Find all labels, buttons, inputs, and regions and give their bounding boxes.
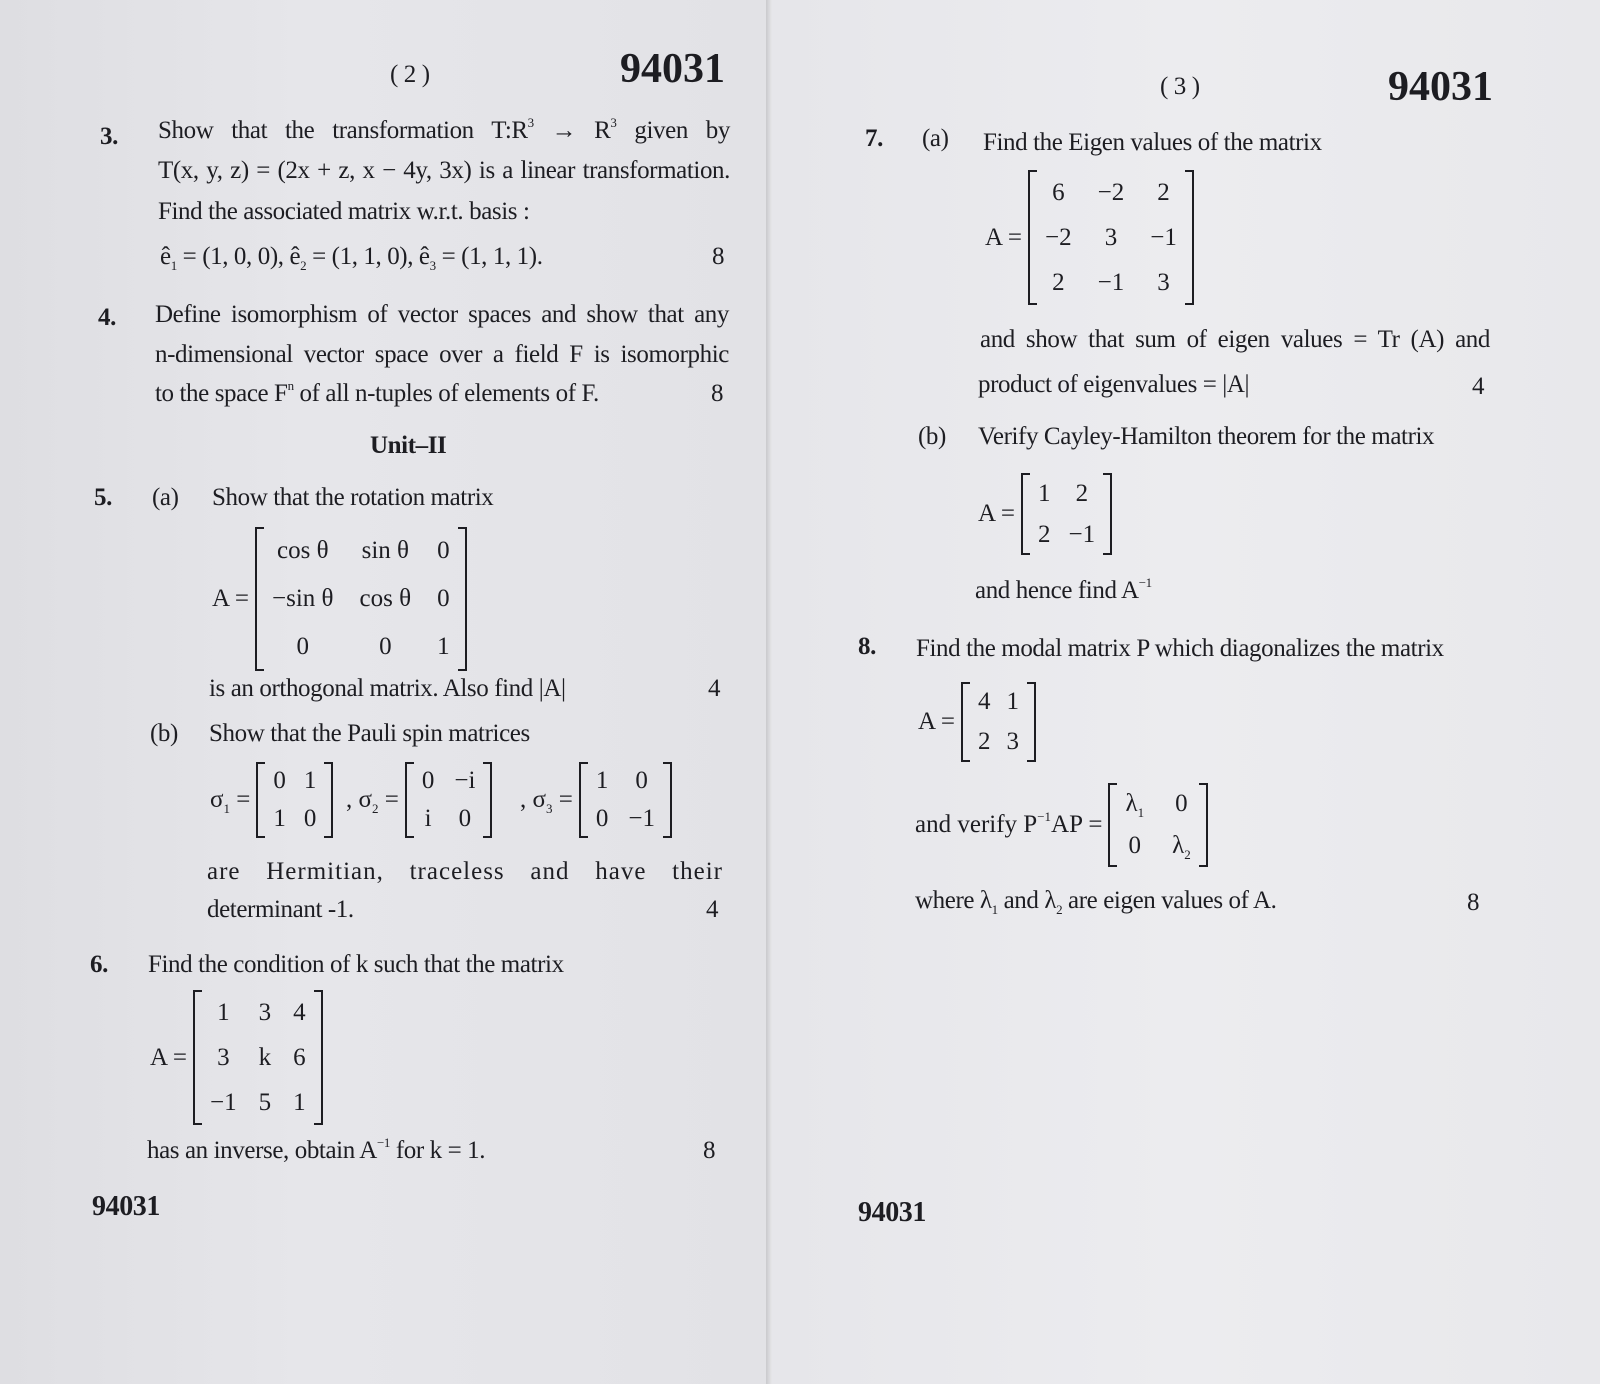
question-text-line (155, 300, 729, 330)
superscript: −1 (376, 1135, 390, 1150)
text-segment: 0 (595, 805, 609, 832)
matrix-cell (437, 633, 450, 661)
text-segment: 6 (293, 1043, 306, 1071)
right-bracket (458, 527, 467, 671)
text-segment: 0 (379, 633, 392, 660)
question-text: Verify Cayley-Hamilton theorem for the matrix (978, 423, 1435, 450)
matrix-cell (596, 805, 609, 833)
text-segment: 2 (1157, 178, 1170, 206)
text-segment: 0 (1128, 832, 1141, 859)
question-text-line (158, 156, 730, 186)
matrix-cell (1098, 269, 1125, 297)
right-bracket (1027, 682, 1036, 762)
pauli-matrix-2 (346, 762, 492, 838)
matrix-label (210, 786, 250, 814)
text-segment: Define isomorphism of vector spaces and show that any (155, 301, 729, 328)
question-text (975, 576, 1152, 606)
unit-heading: Unit–II (370, 432, 447, 459)
text-segment: are eigen values of A. (1062, 887, 1277, 914)
text-segment: = (229, 786, 251, 813)
text-segment: −1 (1068, 520, 1096, 548)
matrix-cell (304, 767, 317, 795)
question-number: 6. (90, 951, 108, 978)
text-segment: −i (454, 767, 476, 794)
text-segment: cos θ (359, 585, 412, 612)
text-segment: i (424, 805, 432, 832)
superscript: 3 (610, 115, 617, 130)
question-text: is an orthogonal matrix. Also find |A| (209, 675, 566, 702)
marks: 8 (712, 243, 725, 270)
matrix-cell (297, 633, 310, 661)
subscript: 1 (170, 258, 177, 273)
matrix-body (1037, 170, 1185, 305)
text-segment: 2 (1038, 520, 1051, 548)
text-segment: 1 (595, 767, 609, 794)
matrix-body (588, 762, 663, 838)
text-segment: 1 (437, 633, 450, 660)
subscript: 2 (1184, 847, 1191, 862)
rotation-matrix (212, 527, 467, 671)
marks: 4 (1472, 373, 1485, 400)
superscript: −1 (1138, 575, 1152, 590)
matrix-cell (978, 728, 991, 756)
text-segment: A = (978, 500, 1016, 527)
text-segment: 4 (293, 998, 306, 1026)
part-label: (b) (150, 720, 178, 747)
text-segment: AP = (1051, 811, 1103, 838)
matrix-body (1117, 783, 1198, 867)
text-segment: 3 (217, 1043, 230, 1071)
subscript: 1 (223, 801, 230, 816)
marks: 4 (708, 675, 721, 702)
text-segment: 5 (258, 1088, 272, 1116)
matrix-cell (422, 767, 435, 795)
question-text-line: are Hermitian, traceless and have their (207, 858, 723, 885)
text-segment: −2 (1097, 178, 1125, 206)
matrix-cell (628, 805, 655, 833)
matrix-cell (217, 1044, 230, 1072)
text-segment: A = (212, 585, 250, 612)
matrix-cell (293, 1089, 306, 1117)
matrix-cell (1007, 688, 1020, 716)
text-segment: sin θ (361, 537, 410, 564)
text-segment: 3 (1006, 728, 1020, 755)
question-text-line (158, 197, 530, 227)
matrix-cell (437, 537, 450, 565)
footer-paper-code: 94031 (92, 1191, 161, 1222)
left-bracket (193, 990, 202, 1125)
left-bracket (1108, 783, 1117, 867)
text-segment: 2 (1075, 479, 1089, 507)
text-segment: = (552, 786, 573, 813)
diagonal-matrix (915, 783, 1208, 867)
left-bracket (405, 762, 414, 838)
right-bracket (1103, 473, 1112, 555)
question-text (147, 1136, 485, 1166)
left-bracket (255, 527, 264, 671)
paper-code: 94031 (1388, 64, 1493, 110)
matrix-cell (1052, 179, 1065, 207)
text-segment: 3 (1157, 268, 1170, 296)
subscript: 1 (991, 902, 998, 917)
text-segment: A = (918, 708, 956, 735)
text-segment: −1 (1150, 223, 1177, 251)
text-segment: 2 (1052, 268, 1065, 296)
matrix-cell (596, 767, 609, 795)
matrix-cell (635, 767, 648, 795)
text-segment: A = (985, 223, 1023, 251)
left-bracket (1021, 473, 1030, 555)
matrix-cell (259, 1044, 272, 1072)
text-segment: Show that the transformation T:R (158, 117, 528, 144)
matrix-cell (1172, 832, 1191, 860)
text-segment: and hence find A (975, 577, 1139, 604)
text-segment: to the space F (155, 380, 288, 407)
matrix-cell (293, 1044, 306, 1072)
superscript: −1 (1037, 809, 1052, 824)
matrix-label (918, 708, 955, 736)
left-bracket (256, 762, 265, 838)
matrix-body (1030, 473, 1103, 555)
matrix-cell (1052, 269, 1065, 297)
matrix-body (202, 990, 314, 1125)
subscript: 1 (1137, 805, 1145, 820)
matrix-body (414, 762, 484, 838)
text-segment: 1 (293, 1088, 306, 1116)
question-text: Find the modal matrix P which diagonalizes the matrix (916, 635, 1444, 662)
matrix-cell (304, 805, 317, 833)
marks: 4 (706, 896, 719, 923)
superscript: 3 (527, 115, 534, 130)
matrix-cell (1007, 728, 1020, 756)
marks: 8 (711, 380, 724, 407)
text-segment: A = (150, 1043, 188, 1071)
left-bracket (961, 682, 970, 762)
matrix-cell (360, 585, 412, 613)
text-segment: and verify P (915, 811, 1038, 838)
text-segment: −1 (628, 805, 655, 832)
question-number: 3. (100, 123, 118, 150)
text-segment: = (1, 1, 1). (435, 243, 543, 270)
matrix-cell (1157, 179, 1170, 207)
matrix-label (346, 786, 399, 814)
matrix-cell (362, 537, 409, 565)
question-text (915, 886, 1277, 916)
text-segment: 0 (437, 585, 450, 612)
right-page (772, 0, 1600, 1384)
question-text-line (155, 379, 599, 409)
matrix-label (520, 786, 573, 814)
matrix-cell (1157, 269, 1170, 297)
text-segment: −1 (1097, 268, 1125, 296)
matrix-body (970, 682, 1027, 762)
text-segment: λ (1125, 790, 1138, 817)
text-segment: 0 (296, 633, 310, 660)
text-segment: Find the associated matrix w.r.t. basis : (158, 198, 530, 225)
paper-code: 94031 (620, 46, 725, 92)
text-segment: −2 (1045, 223, 1072, 251)
text-segment: where λ (915, 887, 992, 914)
part-label: (a) (152, 484, 179, 511)
text-segment: 2 (978, 728, 991, 755)
matrix-cell (1105, 224, 1118, 252)
text-segment: for k = 1. (389, 1137, 486, 1164)
matrix-cell (273, 767, 286, 795)
matrix-cell (1038, 480, 1051, 508)
basis-vectors (160, 242, 543, 272)
matrix-cell (259, 999, 272, 1027)
matrix-cell (1129, 832, 1142, 860)
matrix-cell (379, 633, 392, 661)
right-bracket (314, 990, 323, 1125)
text-segment: has an inverse, obtain A (147, 1137, 377, 1164)
matrix-cell (277, 537, 329, 565)
text-segment: 1 (1006, 688, 1020, 715)
matrix-a (978, 473, 1112, 555)
text-segment: 1 (217, 998, 230, 1026)
marks: 8 (703, 1137, 716, 1164)
text-segment: given by (616, 117, 730, 144)
right-bracket (324, 762, 333, 838)
matrix-body (265, 762, 324, 838)
text-segment: , σ (520, 786, 546, 813)
matrix-cell (454, 767, 475, 795)
text-segment: 0 (1175, 790, 1188, 817)
matrix-cell (272, 585, 334, 613)
question-number: 5. (94, 484, 112, 511)
text-segment: 0 (273, 767, 286, 794)
part-label: (a) (922, 125, 949, 152)
matrix-cell (978, 688, 991, 716)
question-text-line (158, 116, 730, 146)
matrix-label (978, 500, 1015, 528)
text-segment: ê (160, 243, 171, 270)
text-segment: = (1, 0, 0), ê (176, 243, 301, 270)
subscript: 2 (1056, 902, 1063, 917)
text-segment: 0 (437, 537, 450, 564)
question-number: 7. (865, 125, 883, 152)
text-segment: k (258, 1043, 272, 1071)
question-text: Find the condition of k such that the matrix (148, 951, 564, 978)
matrix-cell (273, 805, 286, 833)
matrix-cell (210, 1089, 237, 1117)
left-bracket (579, 762, 588, 838)
marks: 8 (1467, 889, 1480, 916)
matrix-cell (1098, 179, 1125, 207)
footer-paper-code: 94031 (858, 1197, 927, 1228)
text-segment: λ (1172, 832, 1185, 859)
text-segment: T(x, y, z) = (2x + z, x − 4y, 3x) is a linear transformation. (158, 157, 730, 184)
matrix-label (915, 811, 1102, 839)
text-segment: −1 (210, 1088, 237, 1116)
page-number: ( 2 ) (390, 61, 430, 88)
matrix-cell (1069, 521, 1096, 549)
text-segment: 6 (1052, 178, 1065, 206)
text-segment: n-dimensional vector space over a field F is isomorphic (155, 341, 729, 368)
text-segment: σ (210, 786, 224, 813)
text-segment: −sin θ (272, 585, 334, 612)
text-segment: 0 (458, 805, 472, 832)
text-segment: 3 (1104, 223, 1118, 251)
question-text-line: product of eigenvalues = |A| (978, 371, 1250, 398)
matrix-cell (1045, 224, 1072, 252)
page-number: ( 3 ) (1160, 73, 1200, 100)
matrix-cell (293, 999, 306, 1027)
question-text: Show that the rotation matrix (212, 484, 494, 511)
right-bracket (1199, 783, 1208, 867)
right-bracket (663, 762, 672, 838)
question-text: Find the Eigen values of the matrix (983, 129, 1322, 156)
text-segment: and λ (997, 887, 1057, 914)
matrix-body (264, 527, 458, 671)
matrix-cell (425, 805, 432, 833)
question-text-line (155, 340, 729, 370)
text-segment: 4 (978, 688, 991, 715)
question-text-line: determinant -1. (207, 896, 354, 923)
text-segment: 0 (421, 767, 435, 794)
matrix-cell (1150, 224, 1177, 252)
subscript: 2 (371, 801, 379, 816)
text-segment: 0 (303, 805, 317, 832)
matrix-a (150, 990, 323, 1125)
question-number: 8. (858, 633, 876, 660)
matrix-cell (259, 1089, 272, 1117)
matrix-cell (1076, 480, 1089, 508)
left-bracket (1028, 170, 1037, 305)
matrix-label (985, 224, 1022, 252)
question-number: 4. (98, 304, 116, 331)
matrix-cell (437, 585, 450, 613)
text-segment: 1 (303, 767, 317, 794)
text-segment: of all n-tuples of elements of F. (293, 380, 599, 407)
subscript: 2 (300, 258, 307, 273)
matrix-label (150, 1044, 187, 1072)
matrix-a (918, 682, 1036, 762)
pauli-matrix-3 (520, 762, 672, 838)
superscript: n (287, 378, 294, 393)
right-bracket (483, 762, 492, 838)
matrix-label (212, 585, 249, 613)
matrix-cell (1125, 790, 1144, 818)
text-segment: 1 (273, 805, 286, 832)
text-segment: 1 (1038, 479, 1051, 507)
text-segment: 0 (635, 767, 648, 794)
text-segment: , σ (346, 786, 372, 813)
text-segment: → R (533, 117, 611, 144)
text-segment: 3 (258, 998, 272, 1026)
matrix-cell (1038, 521, 1051, 549)
text-segment: cos θ (277, 537, 329, 564)
matrix-cell (459, 805, 472, 833)
subscript: 3 (429, 258, 436, 273)
part-label: (b) (918, 423, 946, 450)
question-text-line: and show that sum of eigen values = Tr (A) and (980, 326, 1490, 353)
pauli-matrix-1 (210, 762, 333, 838)
text-segment: = (378, 786, 399, 813)
left-page (0, 0, 770, 1384)
matrix-cell (1175, 790, 1188, 818)
right-bracket (1185, 170, 1194, 305)
matrix-a (985, 170, 1194, 305)
text-segment: = (1, 1, 0), ê (306, 243, 430, 270)
subscript: 3 (545, 801, 553, 816)
question-text: Show that the Pauli spin matrices (209, 720, 530, 747)
matrix-cell (217, 999, 230, 1027)
